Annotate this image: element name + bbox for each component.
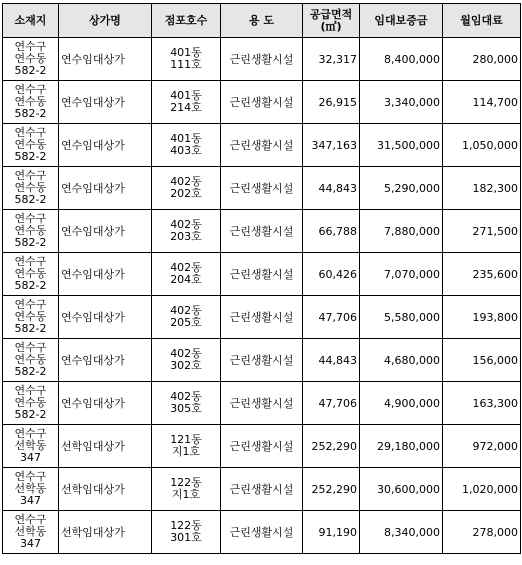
- cell-use: 근린생활시설: [221, 167, 303, 210]
- cell-monthly-rent: 271,500: [443, 210, 521, 253]
- cell-deposit: 4,900,000: [360, 382, 443, 425]
- table-row: [3, 38, 521, 81]
- cell-location: 연수구 연수동 582-2: [3, 339, 59, 382]
- cell-monthly-rent: 235,600: [443, 253, 521, 296]
- cell-location: 연수구 연수동 582-2: [3, 124, 59, 167]
- cell-use: 근린생활시설: [221, 382, 303, 425]
- cell-supply-area: 44,843: [303, 339, 360, 382]
- cell-store-name: 연수임대상가: [59, 382, 152, 425]
- cell-monthly-rent: 156,000: [443, 339, 521, 382]
- cell-deposit: 29,180,000: [360, 425, 443, 468]
- cell-store-name: 선학임대상가: [59, 425, 152, 468]
- table-row: [3, 124, 521, 167]
- cell-deposit: 3,340,000: [360, 81, 443, 124]
- cell-monthly-rent: 1,020,000: [443, 468, 521, 511]
- table-row: [3, 339, 521, 382]
- cell-location: 연수구 선학동 347: [3, 468, 59, 511]
- cell-supply-area: 66,788: [303, 210, 360, 253]
- cell-supply-area: 47,706: [303, 296, 360, 339]
- cell-deposit: 7,880,000: [360, 210, 443, 253]
- cell-unit-no: 402동 203호: [152, 210, 221, 253]
- cell-location: 연수구 연수동 582-2: [3, 382, 59, 425]
- cell-deposit: 30,600,000: [360, 468, 443, 511]
- header-store-name: 상가명: [59, 4, 152, 38]
- cell-supply-area: 44,843: [303, 167, 360, 210]
- cell-supply-area: 252,290: [303, 468, 360, 511]
- cell-store-name: 선학임대상가: [59, 468, 152, 511]
- cell-deposit: 5,580,000: [360, 296, 443, 339]
- cell-monthly-rent: 182,300: [443, 167, 521, 210]
- cell-store-name: 연수임대상가: [59, 210, 152, 253]
- cell-store-name: 연수임대상가: [59, 296, 152, 339]
- cell-use: 근린생활시설: [221, 210, 303, 253]
- table-row: [3, 468, 521, 511]
- cell-store-name: 연수임대상가: [59, 339, 152, 382]
- cell-use: 근린생활시설: [221, 339, 303, 382]
- cell-use: 근린생활시설: [221, 425, 303, 468]
- table-row: [3, 511, 521, 554]
- cell-unit-no: 402동 204호: [152, 253, 221, 296]
- cell-unit-no: 402동 202호: [152, 167, 221, 210]
- cell-store-name: 선학임대상가: [59, 511, 152, 554]
- header-use: 용 도: [221, 4, 303, 38]
- header-supply-area: 공급면적 (㎡): [303, 4, 360, 38]
- cell-unit-no: 401동 403호: [152, 124, 221, 167]
- cell-location: 연수구 연수동 582-2: [3, 210, 59, 253]
- lease-table: [2, 3, 521, 554]
- header-row: [3, 4, 521, 38]
- cell-store-name: 연수임대상가: [59, 38, 152, 81]
- cell-location: 연수구 연수동 582-2: [3, 38, 59, 81]
- cell-unit-no: 401동 111호: [152, 38, 221, 81]
- table-row: [3, 81, 521, 124]
- cell-monthly-rent: 280,000: [443, 38, 521, 81]
- cell-deposit: 4,680,000: [360, 339, 443, 382]
- header-unit-no: 점포호수: [152, 4, 221, 38]
- header-monthly-rent: 월임대료: [443, 4, 521, 38]
- cell-use: 근린생활시설: [221, 511, 303, 554]
- cell-store-name: 연수임대상가: [59, 124, 152, 167]
- cell-unit-no: 122동 지1호: [152, 468, 221, 511]
- cell-deposit: 5,290,000: [360, 167, 443, 210]
- cell-unit-no: 402동 305호: [152, 382, 221, 425]
- cell-store-name: 연수임대상가: [59, 167, 152, 210]
- cell-monthly-rent: 163,300: [443, 382, 521, 425]
- cell-unit-no: 122동 301호: [152, 511, 221, 554]
- cell-use: 근린생활시설: [221, 253, 303, 296]
- cell-use: 근린생활시설: [221, 81, 303, 124]
- cell-unit-no: 402동 205호: [152, 296, 221, 339]
- cell-monthly-rent: 972,000: [443, 425, 521, 468]
- cell-use: 근린생활시설: [221, 468, 303, 511]
- cell-monthly-rent: 193,800: [443, 296, 521, 339]
- cell-unit-no: 402동 302호: [152, 339, 221, 382]
- cell-store-name: 연수임대상가: [59, 81, 152, 124]
- table-row: [3, 382, 521, 425]
- cell-unit-no: 121동 지1호: [152, 425, 221, 468]
- cell-supply-area: 252,290: [303, 425, 360, 468]
- cell-location: 연수구 연수동 582-2: [3, 296, 59, 339]
- cell-use: 근린생활시설: [221, 124, 303, 167]
- table-row: [3, 210, 521, 253]
- cell-supply-area: 347,163: [303, 124, 360, 167]
- cell-monthly-rent: 278,000: [443, 511, 521, 554]
- cell-supply-area: 47,706: [303, 382, 360, 425]
- cell-deposit: 31,500,000: [360, 124, 443, 167]
- table-row: [3, 253, 521, 296]
- cell-location: 연수구 연수동 582-2: [3, 81, 59, 124]
- cell-unit-no: 401동 214호: [152, 81, 221, 124]
- cell-location: 연수구 연수동 582-2: [3, 167, 59, 210]
- cell-store-name: 연수임대상가: [59, 253, 152, 296]
- header-deposit: 임대보증금: [360, 4, 443, 38]
- cell-location: 연수구 연수동 582-2: [3, 253, 59, 296]
- cell-supply-area: 91,190: [303, 511, 360, 554]
- table-row: [3, 296, 521, 339]
- cell-location: 연수구 선학동 347: [3, 511, 59, 554]
- cell-use: 근린생활시설: [221, 38, 303, 81]
- cell-deposit: 7,070,000: [360, 253, 443, 296]
- cell-supply-area: 60,426: [303, 253, 360, 296]
- cell-use: 근린생활시설: [221, 296, 303, 339]
- cell-monthly-rent: 114,700: [443, 81, 521, 124]
- cell-location: 연수구 선학동 347: [3, 425, 59, 468]
- cell-supply-area: 32,317: [303, 38, 360, 81]
- header-location: 소재지: [3, 4, 59, 38]
- cell-monthly-rent: 1,050,000: [443, 124, 521, 167]
- cell-deposit: 8,400,000: [360, 38, 443, 81]
- table-row: [3, 425, 521, 468]
- cell-deposit: 8,340,000: [360, 511, 443, 554]
- table-row: [3, 167, 521, 210]
- cell-supply-area: 26,915: [303, 81, 360, 124]
